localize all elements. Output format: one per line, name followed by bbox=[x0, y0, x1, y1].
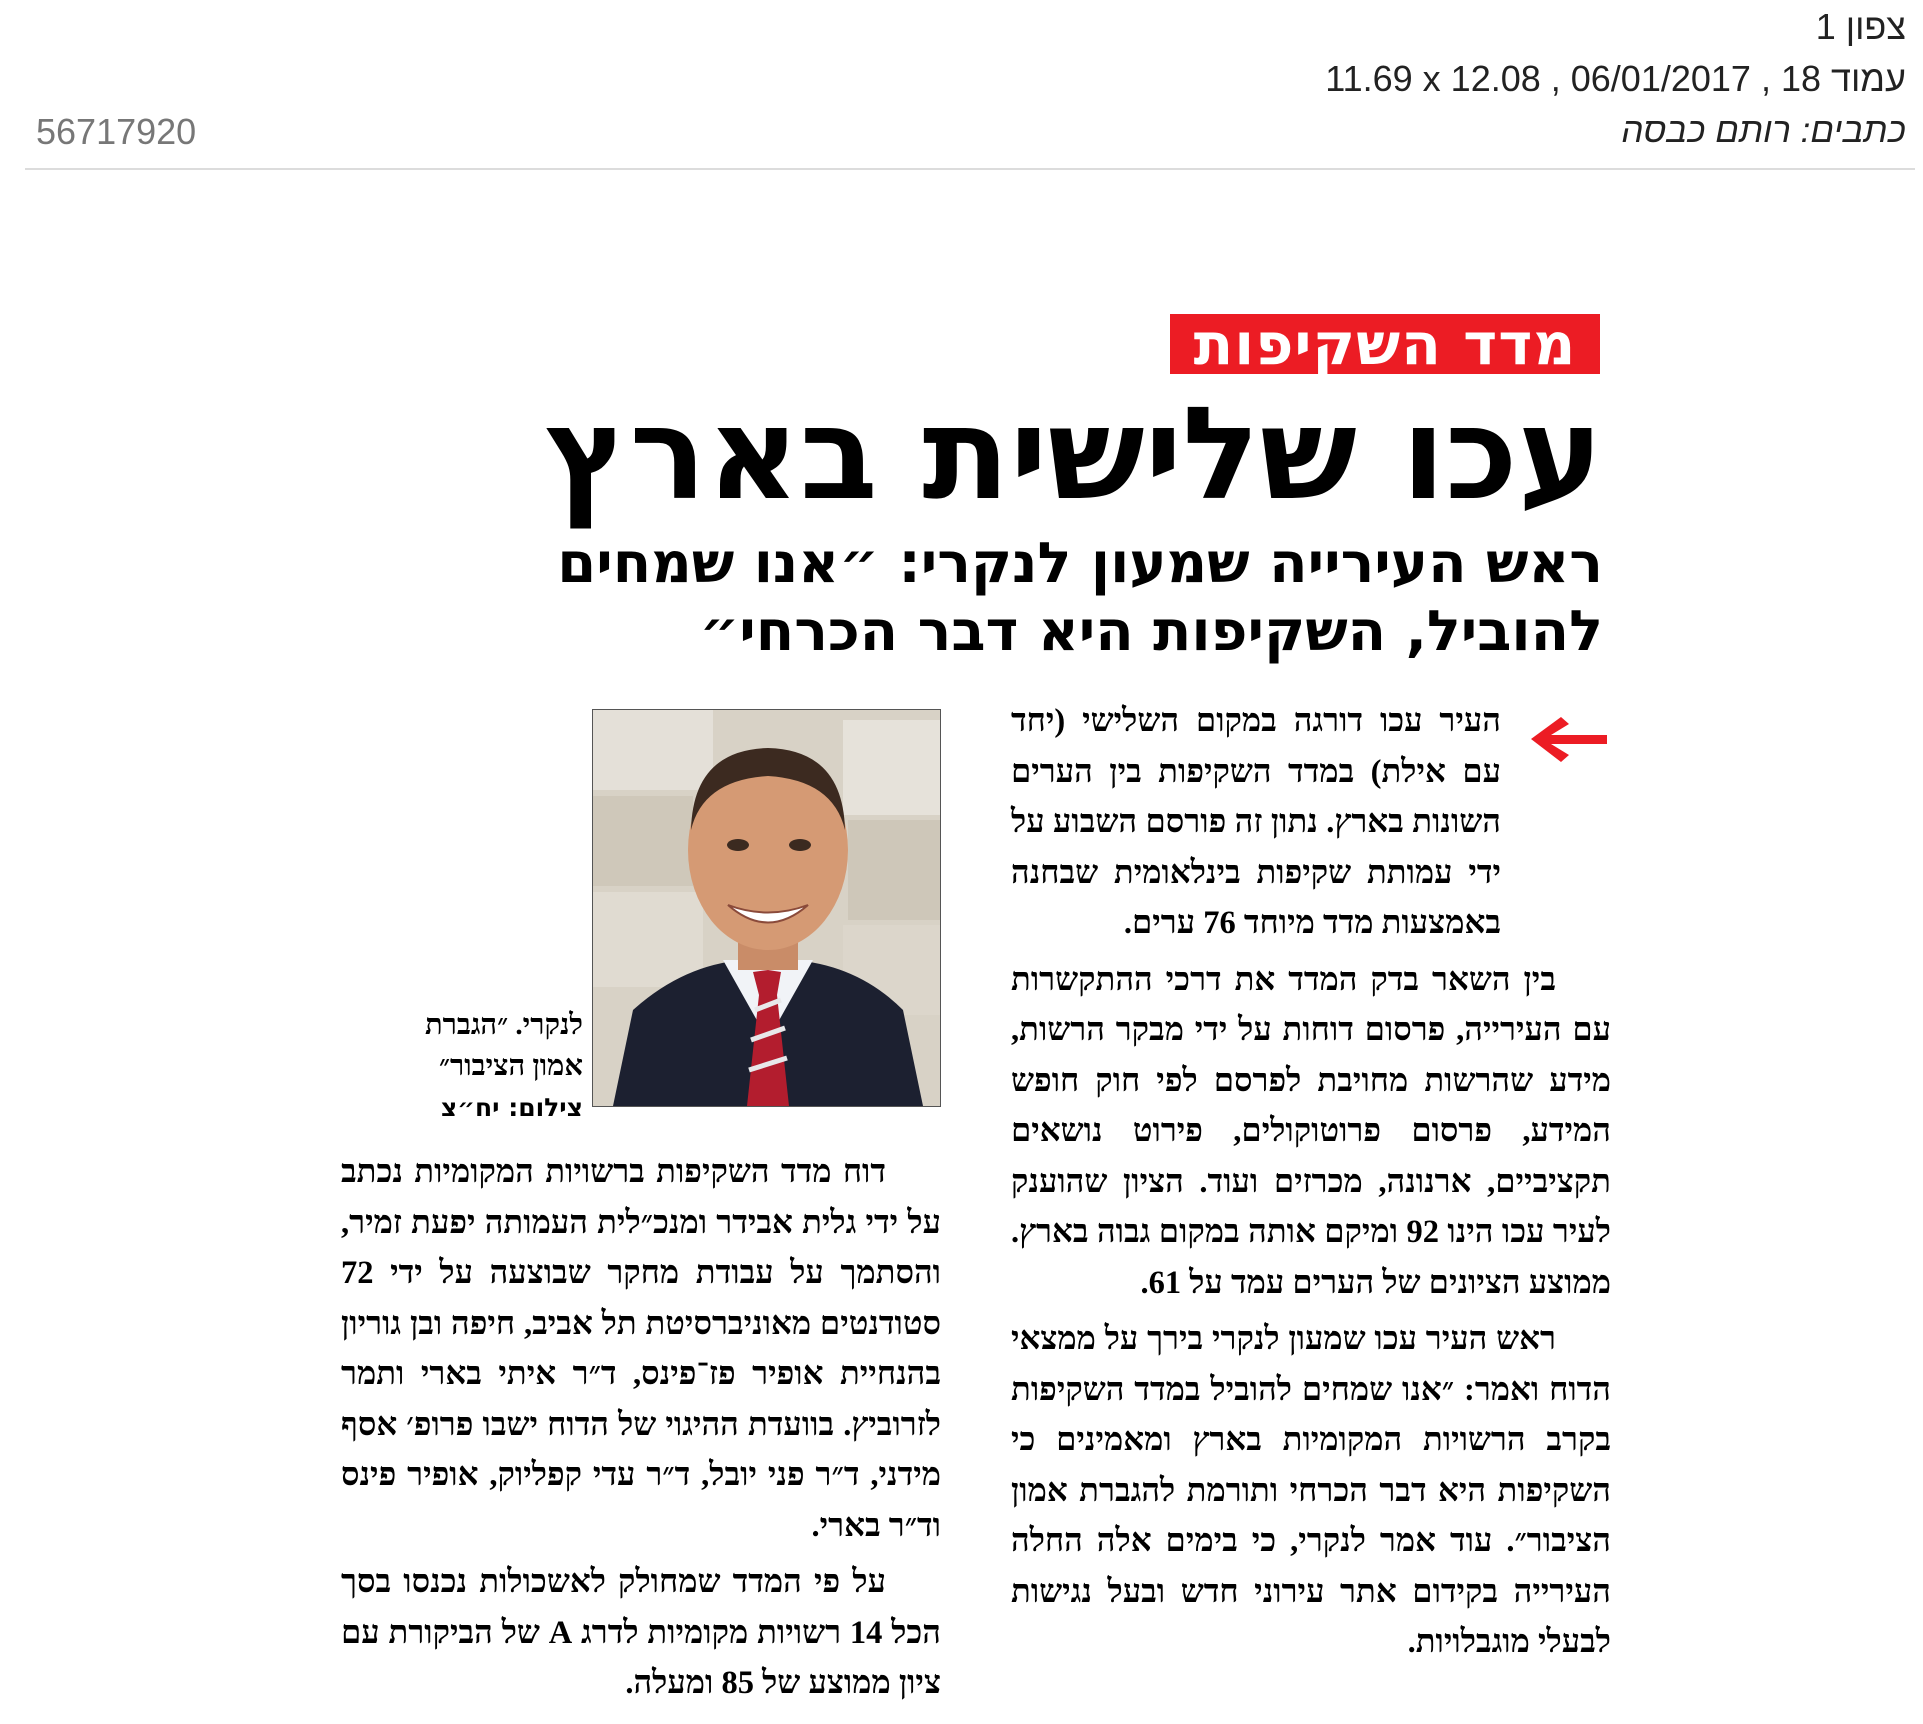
photo-caption bbox=[343, 1005, 583, 1128]
article-paragraph: על פי המדד שמחולק לאשכולות נכנסו בסך הכל 14 רשויות מקומיות לדרג A של הביקורת עם ציון ממוצע של 85 ומעלה. bbox=[341, 1564, 941, 1701]
page-info-line: 11.69 x 12.08 , 06/01/2017 , עמוד 18 bbox=[1325, 58, 1906, 99]
clip-id: 56717920 bbox=[36, 111, 197, 152]
article-paragraph: דוח מדד השקיפות ברשויות המקומיות נכתב על ידי גלית אבידר ומנכ״לית העמותה יפעת זמיר, והסתמך על עבודת מחקר שבוצעה על ידי 72 סטודנטים מאוניברסיטת תל אביב, חיפה ובן גוריון בהנחיית אופיר פז־פינס, ד״ר איתי בארי ותמר לזרוביץ. בוועדת ההיגוי של הדוח ישבו פרופ׳ אסף מידני, ד״ר פני יובל, ד״ר עדי קפליוק, אופיר פינס וד״ר בארי. bbox=[341, 1154, 941, 1544]
headline: עכו שלישית בארץ bbox=[544, 380, 1603, 529]
header-divider bbox=[25, 168, 1915, 170]
article-column-right bbox=[1011, 696, 1611, 1668]
article-column-left bbox=[341, 1147, 941, 1709]
publication-name: צפון 1 bbox=[1815, 6, 1906, 47]
article-paragraph: העיר עכו דורגה במקום השלישי (יחד עם אילת) במדד השקיפות בין הערים השונות בארץ. נתון זה פורסם השבוע על ידי עמותת שקיפות בינלאומית שבחנה באמצעות מדד מיוחד 76 ערים. bbox=[1011, 703, 1501, 941]
caption-line: אמון הציבור״ bbox=[438, 1050, 583, 1082]
article-paragraph: בין השאר בדק המדד את דרכי ההתקשרות עם העירייה, פרסום דוחות על ידי מבקר הרשות, מידע שהרשות מחויבת לפרסם לפי חוק חופש המידע, פרסום פרוטוקולים, פירוט נושאים תקציביים, ארנונה, מכרזים ועוד. הציון שהוענק לעיר עכו הינו 92 ומיקם אותה במקום גבוה בארץ. ממוצע הציונים של הערים עמד על 61. bbox=[1011, 961, 1611, 1301]
kicker-label: מדד השקיפות bbox=[1170, 314, 1600, 374]
portrait-photo bbox=[592, 709, 941, 1107]
subheadline-line: להוביל, השקיפות היא דבר הכרחי״ bbox=[699, 599, 1603, 664]
article-paragraph: ראש העיר עכו שמעון לנקרי בירך על ממצאי הדוח ואמר: ״אנו שמחים להוביל במדד השקיפות בקרב הרשויות המקומיות בארץ ומאמינים כי השקיפות היא דבר הכרחי ותורמת להגברת אמון הציבור״. עוד אמר לנקרי, כי בימים אלה החלה העירייה בקידום אתר עירוני חדש ובעל נגישות לבעלי מוגבלויות. bbox=[1011, 1321, 1611, 1660]
subheadline-line: ראש העירייה שמעון לנקרי: ״אנו שמחים bbox=[557, 531, 1603, 596]
photo-credit: צילום: יח״צ bbox=[440, 1093, 583, 1122]
writer-credit: כתבים: רותם כבסה bbox=[1621, 111, 1906, 150]
caption-line: לנקרי. ״הגברת bbox=[424, 1009, 583, 1041]
subheadline bbox=[557, 530, 1603, 666]
